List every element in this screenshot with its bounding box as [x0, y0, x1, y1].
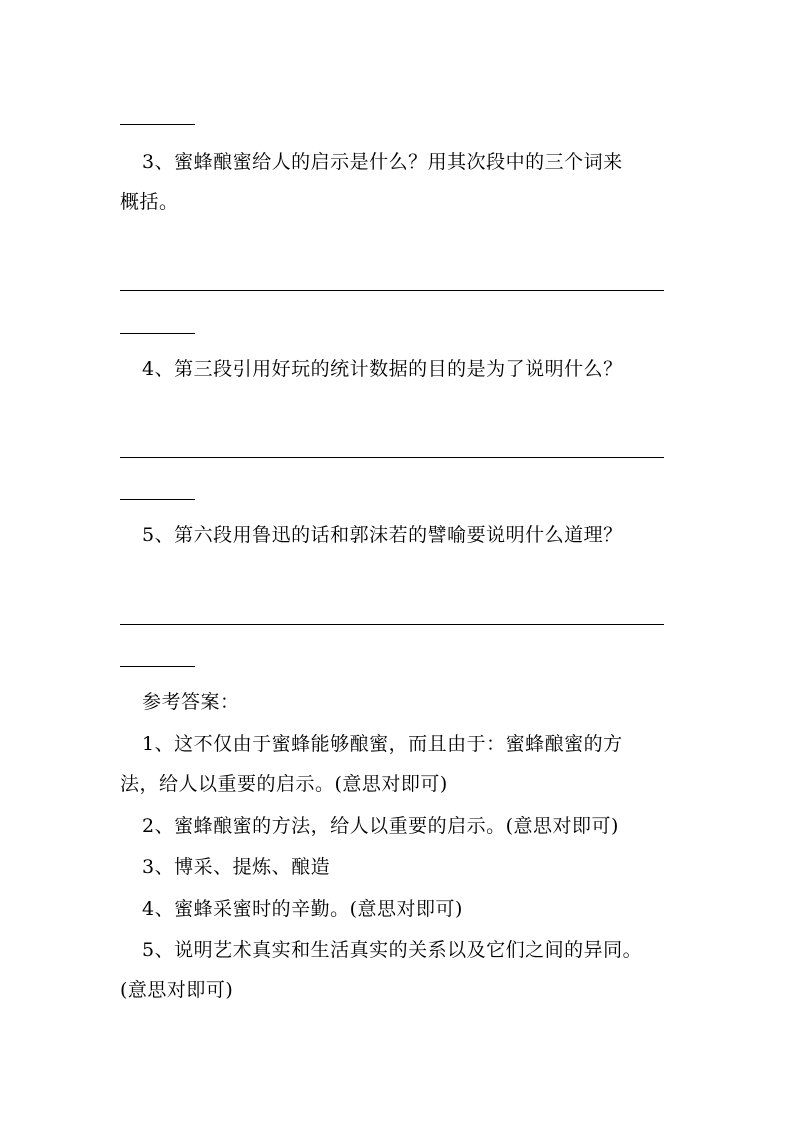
answer-blank-line — [120, 624, 664, 625]
answer-5-text-cont: (意思对即可) — [120, 979, 234, 1001]
answer-blank-line — [120, 499, 195, 500]
answer-1-text: 1、这不仅由于蜜蜂能够酿蜜，而且由于：蜜蜂酿蜜的方 — [142, 733, 623, 755]
answer-5-text: 5、说明艺术真实和生活真实的关系以及它们之间的异同。 — [142, 939, 643, 961]
answer-blank-line — [120, 290, 664, 291]
answer-3-text: 3、博采、提炼、酿造 — [142, 856, 331, 878]
answer-blank-line — [120, 333, 195, 334]
answers-heading: 参考答案： — [142, 691, 240, 713]
question-5-text: 5、第六段用鲁迅的话和郭沫若的譬喻要说明什么道理？ — [142, 524, 623, 546]
question-3-text-cont: 概括。 — [120, 191, 179, 213]
answer-2-text: 2、蜜蜂酿蜜的方法，给人以重要的启示。(意思对即可) — [142, 815, 619, 837]
answer-4-text: 4、蜜蜂采蜜时的辛勤。(意思对即可) — [142, 898, 463, 920]
answer-blank-line — [120, 124, 195, 125]
answer-1-text-cont: 法，给人以重要的启示。(意思对即可) — [120, 773, 448, 795]
question-3-text: 3、蜜蜂酿蜜给人的启示是什么？用其次段中的三个词来 — [142, 151, 623, 173]
answer-blank-line — [120, 666, 195, 667]
question-4-text: 4、第三段引用好玩的统计数据的目的是为了说明什么？ — [142, 358, 623, 380]
answer-blank-line — [120, 457, 664, 458]
